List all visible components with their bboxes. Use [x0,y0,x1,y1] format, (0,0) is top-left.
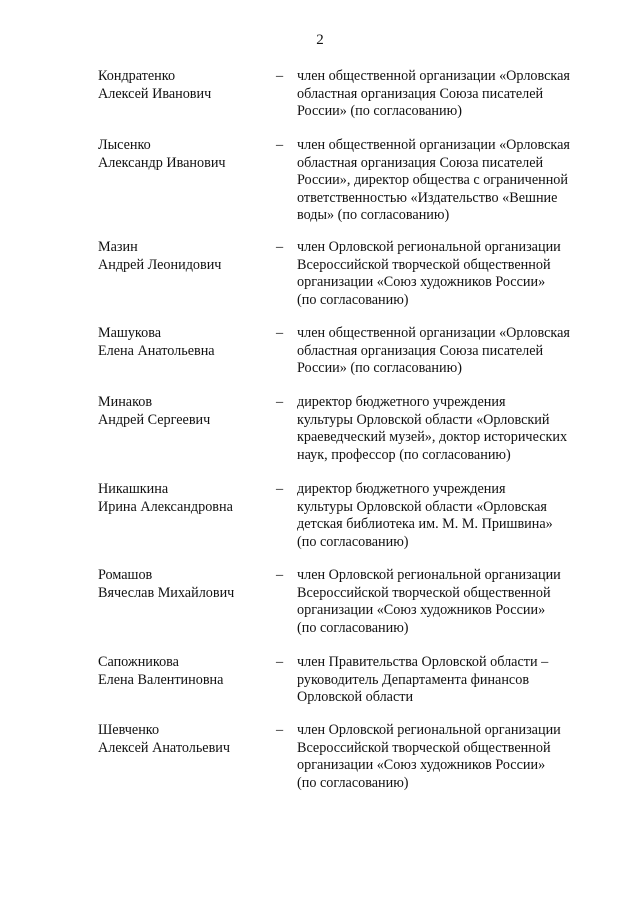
member-name [98,394,273,429]
member-name [98,137,273,172]
description-line: Всероссийской творческой общественной [297,584,551,601]
description-line: (по согласованию) [297,291,409,308]
member-given-names: Вячеслав Михайлович [98,584,235,601]
description-line: член Орловской региональной организации [297,722,561,738]
member-given-names: Алексей Иванович [98,85,212,102]
description-line: (по согласованию) [297,774,409,791]
member-name [98,722,273,757]
member-given-names: Андрей Сергеевич [98,411,211,428]
description-line: областная организация Союза писателей [297,154,544,171]
member-description [297,239,597,309]
dash-separator: – [276,68,284,84]
member-description [297,481,597,551]
member-given-names: Елена Анатольевна [98,342,215,359]
description-line: России», директор общества с ограниченной [297,172,568,189]
member-given-names: Алексей Анатольевич [98,739,231,756]
description-line: культуры Орловской области «Орловский [297,411,550,428]
member-given-names: Елена Валентиновна [98,671,224,688]
description-line: областная организация Союза писателей [297,342,544,359]
member-given-names: Андрей Леонидович [98,256,222,273]
member-name [98,239,273,274]
description-line: воды» (по согласованию) [297,207,450,224]
description-line: член общественной организации «Орловская [297,68,570,84]
member-description [297,722,597,792]
member-given-names: Ирина Александровна [98,498,233,515]
description-line: директор бюджетного учреждения [297,481,506,497]
member-surname: Мазин [98,239,138,255]
dash-separator: – [276,325,284,341]
member-description [297,567,597,637]
member-description [297,68,597,121]
dash-separator: – [276,481,284,497]
description-line: областная организация Союза писателей [297,85,544,102]
description-line: краеведческий музей», доктор исторических [297,429,568,446]
description-line: (по согласованию) [297,533,409,550]
dash-separator: – [276,137,284,153]
member-surname: Никашкина [98,481,169,497]
description-line: руководитель Департамента финансов [297,671,530,688]
page-number: 2 [316,32,324,48]
member-name [98,481,273,516]
description-line: член Орловской региональной организации [297,239,561,255]
dash-separator: – [276,394,284,410]
member-description [297,137,597,225]
description-line: наук, профессор (по согласованию) [297,446,511,463]
dash-separator: – [276,239,284,255]
member-surname: Машукова [98,325,162,341]
description-line: России» (по согласованию) [297,360,462,377]
dash-separator: – [276,722,284,738]
description-line: Орловской области [297,689,414,706]
description-line: член общественной организации «Орловская [297,137,570,153]
member-name [98,325,273,360]
description-line: культуры Орловской области «Орловская [297,498,547,515]
dash-separator: – [276,654,284,670]
description-line: член Орловской региональной организации [297,567,561,583]
member-surname: Шевченко [98,722,160,738]
member-name [98,68,273,103]
description-line: организации «Союз художников России» [297,757,546,774]
description-line: Всероссийской творческой общественной [297,256,551,273]
member-surname: Лысенко [98,137,151,153]
member-description [297,654,597,707]
member-name [98,654,273,689]
member-name [98,567,273,602]
description-line: член Правительства Орловской области – [297,654,549,670]
member-surname: Кондратенко [98,68,176,84]
description-line: (по согласованию) [297,619,409,636]
description-line: ответственностью «Издательство «Вешние [297,189,558,206]
description-line: член общественной организации «Орловская [297,325,570,341]
description-line: директор бюджетного учреждения [297,394,506,410]
member-surname: Минаков [98,394,153,410]
member-description [297,394,597,464]
description-line: организации «Союз художников России» [297,602,546,619]
member-description [297,325,597,378]
description-line: организации «Союз художников России» [297,274,546,291]
description-line: Всероссийской творческой общественной [297,739,551,756]
member-surname: Ромашов [98,567,153,583]
member-surname: Сапожникова [98,654,179,670]
description-line: России» (по согласованию) [297,103,462,120]
member-given-names: Александр Иванович [98,154,226,171]
dash-separator: – [276,567,284,583]
description-line: детская библиотека им. М. М. Пришвина» [297,516,553,533]
